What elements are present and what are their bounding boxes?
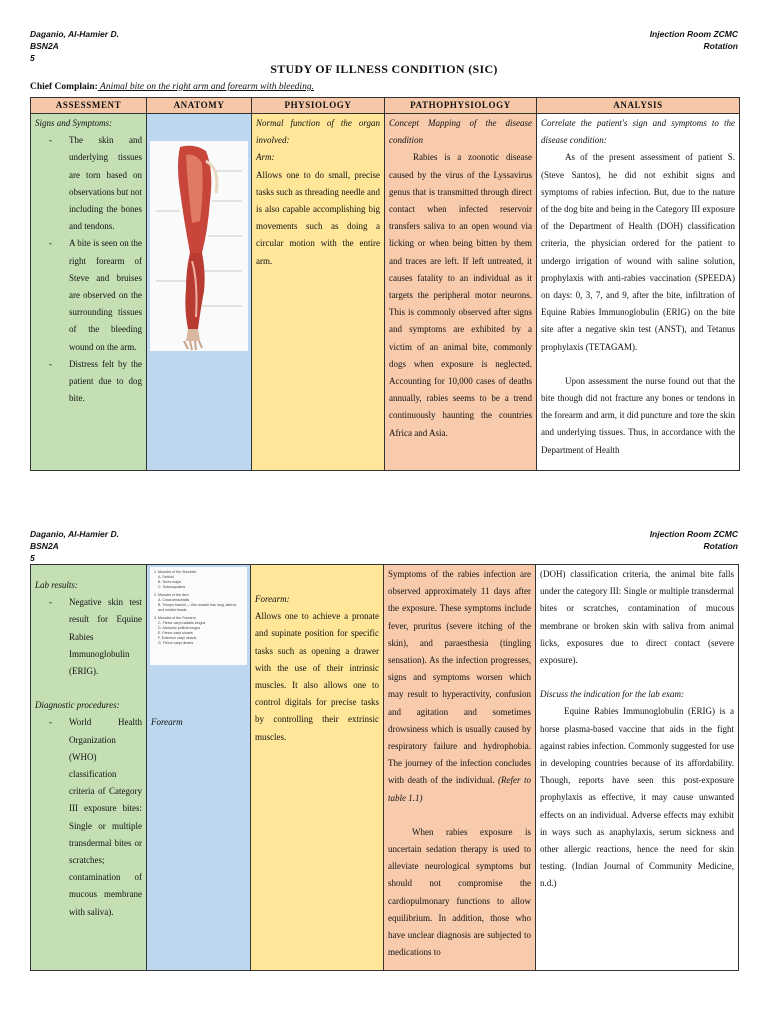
physiology-text: Allows one to achieve a pronate and supinate position for specific tasks such as opening a drawer with the use of their intrinsic muscles. It also allows one to control digitals for precise tasks by controlling their extrinsic muscles.: [255, 611, 379, 742]
figure-line: A. Deltoid: [158, 575, 174, 579]
list-item: - The skin and underlying tissues are torn based on observations but not including the bones and tendons.: [69, 132, 142, 235]
figure-line: B. Teres major: [158, 580, 182, 584]
anatomy-label-forearm: Forearm: [151, 717, 183, 727]
analysis-cell: [536, 565, 739, 971]
lab-results-heading: Lab results:: [35, 580, 78, 590]
header-left: [30, 528, 119, 564]
lab-indication-heading: Discuss the indication for the lab exam:: [540, 689, 684, 700]
signs-symptoms-heading: Signs and Symptoms:: [35, 118, 112, 128]
section: BSN2A: [30, 541, 59, 551]
analysis-cell: [537, 114, 740, 471]
physiology-text: Allows one to do small, precise tasks such as threading needle and is also capable accomplishing big movements such as doing a circular motion with the entire arm.: [256, 169, 380, 266]
figure-line: 1. Muscles of the Shoulder: [154, 570, 197, 574]
chief-complaint: [30, 82, 314, 92]
muscle-list-figure: [150, 567, 247, 665]
header-right: [650, 28, 738, 52]
figure-line: C. Subscapularis: [158, 585, 186, 589]
figure-line: B. Triceps brachii — this muscle has long, lateral, and medial heads: [158, 603, 237, 612]
group-number: 5: [30, 53, 35, 63]
pathophysiology-text-2: When rabies exposure is uncertain sedation therapy is used to alleviate neurological symptoms but should not compromise the cardiopulmonary functions to allow equilibrium. In addition, those who have unclear diagnosis are subjected to medications to: [388, 826, 531, 958]
author-name: Daganio, Al-Hamier D.: [30, 529, 119, 539]
group-number: 5: [30, 553, 35, 563]
sic-table-page-1: [30, 97, 740, 471]
sic-table-page-2: [30, 564, 739, 971]
pathophysiology-heading: Concept Mapping of the disease condition: [389, 118, 532, 146]
physiology-sub-forearm: Forearm:: [255, 594, 290, 604]
page-2: [0, 500, 768, 1024]
figure-line: 3. Muscles of the Forearm: [154, 616, 196, 620]
analysis-paragraph-1: As of the present assessment of patient S. (Steve Santos), he did not exhibit signs and symptoms of rabies infection. But, due to the nature of the dog bite and being in the Category III exposure of the Department of Health (DOH) classification criteria, the physician ordered for the patient to undergo irrigation of wound with saline solution, prophylaxis with anti-rabies vaccination (SPEEDA) on days: 0, 3, 7, and 9, after the bite, infiltration of Equine Rabies Immunoglobulin (ERIG) on the bite site after a negative skin test (ANST), and Tetanus prophylaxis (TETAGAM).: [541, 152, 735, 352]
figure-line: F. Extensor carpi ulnaris: [158, 636, 197, 640]
header-right: [650, 528, 738, 552]
pathophysiology-cell: [385, 114, 537, 471]
list-item: - Distress felt by the patient due to dog bite.: [69, 356, 142, 408]
diagnostic-procedures-heading: Diagnostic procedures:: [35, 700, 120, 711]
physiology-heading: Normal function of the organ involved:: [256, 118, 380, 146]
pathophysiology-text: Rabies is a zoonotic disease caused by the virus of the Lyssavirus genus that is transmitted through direct contact when infected reservoir transfers saliva to an open wound via licking or when being bitten by them and traces are left. If left untreated, it causes fatality to an individual as it targets the peripheral motor neurons. This is commonly observed after signs and symptoms are exhibited by a victim of an animal bite, commonly dogs when exposure is neglected. Accounting for 10,000 cases of deaths annually, rabies seems to be a trend continuously haunting the countries Africa and Asia.: [389, 152, 532, 438]
assessment-cell: [31, 114, 147, 471]
analysis-paragraph-1: (DOH) classification criteria, the animal bite falls under the category III: Single or multiple transdermal bites or scratches, contamination of mucous membrane or broken skin with saliva from animal licks, exposures due to direct contact (severe exposure).: [540, 569, 734, 666]
header-left: [30, 28, 119, 64]
arm-muscle-illustration: [150, 141, 248, 351]
physiology-sub-arm: Arm:: [256, 152, 275, 163]
list-item: - World Health Organization (WHO) classification criteria of Category III exposure bites: Single or multiple transdermal bites or scratches; contamination of mucous membrane with saliva).: [69, 714, 142, 920]
arm-muscle-icon: [150, 141, 248, 351]
table-reference: (Refer to table 1.1): [388, 775, 531, 803]
col-header-analysis: ANALYSIS: [537, 98, 740, 114]
page-1: [0, 0, 768, 500]
document-title: STUDY OF ILLNESS CONDITION (SIC): [270, 62, 498, 76]
lab-results-list: [35, 594, 142, 680]
diagnostic-procedures-list: [35, 714, 142, 920]
col-header-physiology: PHYSIOLOGY: [252, 98, 385, 114]
author-name: Daganio, Al-Hamier D.: [30, 29, 119, 39]
signs-symptoms-list: [35, 132, 142, 407]
col-header-assessment: ASSESSMENT: [31, 98, 147, 114]
anatomy-cell: [147, 565, 251, 971]
analysis-paragraph-2: Equine Rabies Immunoglobulin (ERIG) is a horse plasma-based vaccine that aids in the fight against rabies infection. Commonly suggested for use in developing countries because of its affordability. Though, reports have seen this post-exposure prophylaxis as effective, it may cause unwanted effects on an individual. Adverse effects may exhibit in ways such as anaphylaxis, serum sickness and other allergic reactions, hence the need for skin testing. (Indian Journal of Community Medicine, n.d.): [540, 706, 734, 889]
rotation-place: Injection Room ZCMC: [649, 29, 738, 39]
analysis-heading: Correlate the patient's sign and symptoms to the disease condition:: [541, 118, 735, 146]
col-header-pathophysiology: PATHOPHYSIOLOGY: [385, 98, 537, 114]
figure-line: 2. Muscles of the Arm: [154, 593, 189, 597]
analysis-paragraph-2: Upon assessment the nurse found out that the bite though did not fracture any bones or tendons in the forearm and arm, it did puncture and tore the skin and underlying tissues. Thus, in accordance with the Department of Health: [541, 375, 735, 455]
section: BSN2A: [30, 41, 59, 51]
rotation-label: Rotation: [703, 541, 738, 551]
rotation-place: Injection Room ZCMC: [649, 529, 738, 539]
list-item: - A bite is seen on the right forearm of Steve and bruises are observed on the surrounding tissues of the bleeding wound on the arm.: [69, 235, 142, 355]
physiology-cell: [252, 114, 385, 471]
physiology-cell: [251, 565, 384, 971]
col-header-anatomy: ANATOMY: [147, 98, 252, 114]
figure-line: G. Flexor carpi ulnaris: [158, 641, 194, 645]
figure-line: A. Coracobrachialis: [158, 598, 190, 602]
figure-line: E. Flexor carpi ulnaris: [158, 631, 193, 635]
rotation-label: Rotation: [703, 41, 738, 51]
chief-complaint-label: Chief Complain:: [30, 82, 98, 92]
figure-line: C. Flexor carpi radialis longus: [158, 621, 206, 625]
pathophysiology-cell: [384, 565, 536, 971]
chief-complaint-text: Animal bite on the right arm and forearm with bleeding.: [97, 82, 314, 92]
figure-line: D. Abductor pollicis longus: [158, 626, 201, 630]
anatomy-cell: [147, 114, 252, 471]
assessment-cell: [31, 565, 147, 971]
pathophysiology-text-1: Symptoms of the rabies infection are observed approximately 11 days after the exposure. These symptoms include fever, pruritus (severe itching of the skin), and paraesthesia (tingling sensation). As the infection progresses, signs and symptoms worsen which may result to hyperactivity, confusion and agitation and sometimes drowsiness which is usually caused by respiratory failure and hydrophobia. The journey of the infection concludes with death of the individual.: [388, 569, 531, 786]
list-item: - Negative skin test result for Equine Rabies Immunoglobulin (ERIG).: [69, 594, 142, 680]
